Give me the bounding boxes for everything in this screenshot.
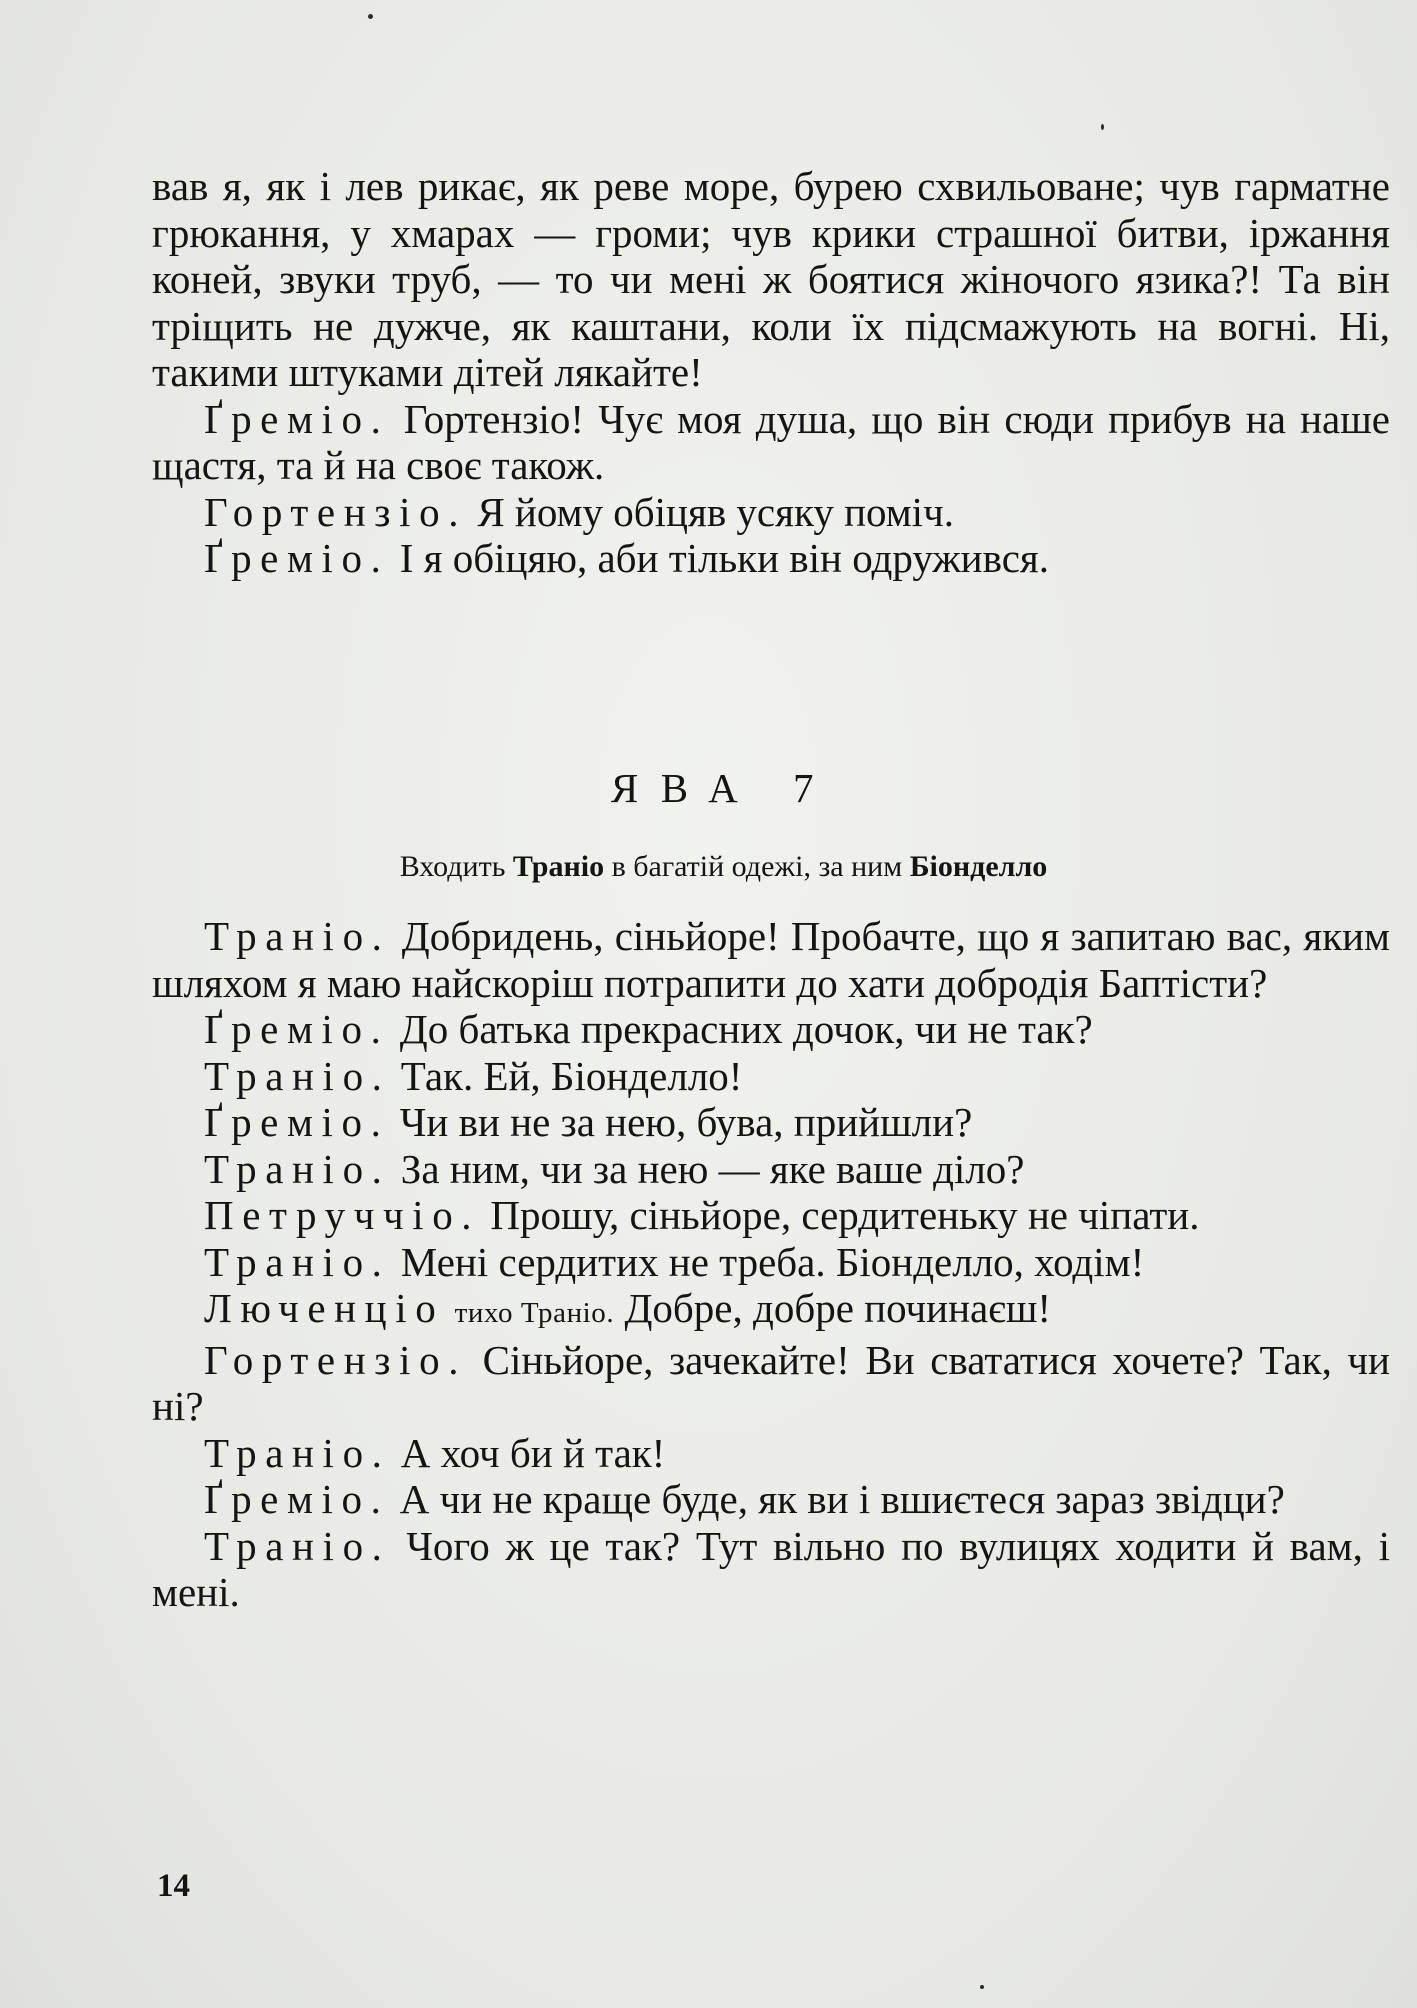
speech-line [152, 913, 1390, 1006]
stage-direction-text: Входить [399, 850, 506, 883]
speech-text: До батька прекрасних дочок, чи не так? [399, 1006, 1093, 1052]
speaker-name: Траніо. [204, 1238, 391, 1285]
speech-text: Добре, добре починаєш! [624, 1285, 1052, 1331]
print-speck [1101, 124, 1104, 130]
character-name: Біонделло [909, 850, 1048, 883]
speaker-name: Траніо. [204, 1522, 391, 1569]
speech-text: Гортензіо! Чує моя душа, що він сюди прибув на наше щастя, та й на своє також. [152, 395, 1391, 488]
speaker-name: Траніо. [204, 1052, 391, 1099]
speaker-name: Петруччіо. [204, 1192, 481, 1238]
print-speck [980, 1985, 984, 1989]
speech-line [152, 1430, 1390, 1477]
speaker-name: Ґреміо. [204, 1006, 390, 1052]
page-number: 14 [157, 1868, 190, 1904]
text-block-bottom [152, 913, 1390, 1616]
speaker-name: Траніо. [204, 1145, 391, 1192]
speech-line [152, 396, 1390, 489]
speech-line [152, 1146, 1390, 1193]
speech-line [152, 1476, 1390, 1523]
speech-line [152, 1053, 1390, 1100]
speech-line [152, 489, 1390, 536]
speech-line [152, 1285, 1390, 1337]
inline-stage-direction: тихо Траніо. [454, 1297, 615, 1329]
character-name: Траніо [512, 850, 605, 883]
speech-text: Чи ви не за нею, бува, прийшли? [399, 1099, 973, 1145]
speech-text: Добридень, сіньйоре! Пробачте, що я запитаю вас, яким шляхом я маю найскоріш потрапити до хати добродія Баптісти? [152, 913, 1391, 1006]
speech-text: Чого ж це так? Тут вільно по вулицях ходити й вам, і мені. [152, 1522, 1391, 1615]
speech-text: За ним, чи за нею — яке ваше діло? [400, 1145, 1025, 1192]
text-block-top [152, 163, 1390, 582]
speech-text: Так. Ей, Біонделло! [400, 1052, 743, 1099]
continuation-paragraph: вав я, як і лев рикає, як реве море, бурею схвильоване; чув гарматне грюкання, у хмарах — громи; чув крики страшної битви, іржання коней, звуки труб, — то чи мені ж боятися жіночого язика?! Та він тріщить не дужче, як каштани, коли їх підсмажують на вогні. Ні, такими штуками дітей лякайте! [152, 163, 1390, 395]
speech-text: А чи не краще буде, як ви і вшиєтеся зараз звідци? [399, 1476, 1285, 1522]
speaker-name: Ґреміо. [204, 395, 390, 442]
stage-direction [0, 850, 1417, 884]
speech-line [152, 1099, 1390, 1146]
speech-text: А хоч би й так! [400, 1429, 666, 1476]
speaker-name: Траніо. [204, 1429, 391, 1476]
speaker-name: Гортензіо. [204, 488, 468, 535]
stage-direction-text: в багатій одежі, за ним [611, 850, 903, 883]
speech-text: І я обіцяю, аби тільки він одружився. [399, 535, 1050, 581]
speech-text: Прошу, сіньйоре, сердитеньку не чіпати. [490, 1192, 1200, 1238]
speech-line [152, 1523, 1390, 1616]
speech-text: Я йому обіцяв усяку поміч. [477, 488, 954, 535]
speech-line [152, 535, 1390, 582]
speech-line [152, 1337, 1390, 1430]
speaker-name: Ґреміо. [204, 1099, 390, 1145]
speaker-name: Ґреміо. [204, 1476, 390, 1522]
speech-text: Мені сердитих не треба. Біонделло, ходім! [400, 1238, 1145, 1285]
speech-line [152, 1006, 1390, 1053]
speaker-name: Люченціо [204, 1285, 445, 1331]
scene-heading: ЯВА 7 [610, 765, 837, 811]
speech-line [152, 1192, 1390, 1239]
speaker-name: Ґреміо. [204, 535, 390, 581]
print-speck [368, 14, 373, 19]
speech-line [152, 1239, 1390, 1286]
speaker-name: Гортензіо. [204, 1336, 468, 1383]
speaker-name: Траніо. [204, 913, 391, 959]
speech-text: Сіньйоре, зачекайте! Ви свататися хочете? Так, чи ні? [152, 1336, 1390, 1429]
